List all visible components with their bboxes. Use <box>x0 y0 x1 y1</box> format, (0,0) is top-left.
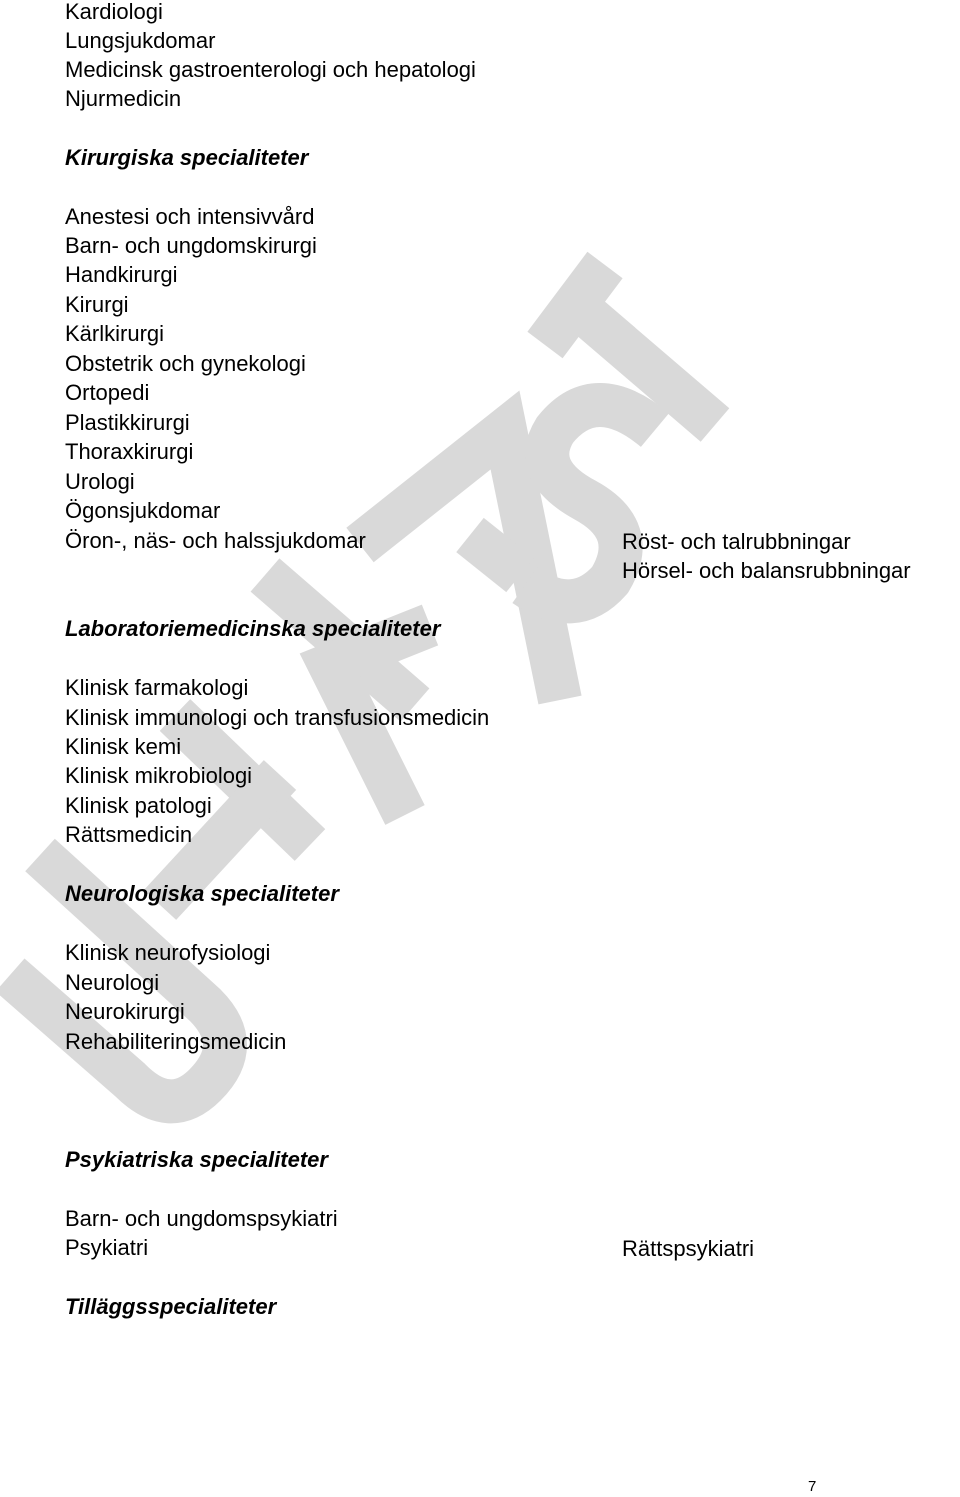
heading-surgical-specialties: Kirurgiska specialiteter <box>65 145 309 170</box>
subspecialty-item: Rättspsykiatri <box>622 1236 755 1261</box>
specialty-item: Neurologi <box>65 970 160 995</box>
specialty-item: Klinisk farmakologi <box>65 675 249 700</box>
specialty-item: Psykiatri <box>65 1235 149 1260</box>
specialty-gastroenterology: Medicinsk gastroenterologi och hepatologi <box>65 57 476 82</box>
specialty-item: Thoraxkirurgi <box>65 439 194 464</box>
heading-psychiatric-specialties: Psykiatriska specialiteter <box>65 1147 328 1172</box>
specialty-item: Rehabiliteringsmedicin <box>65 1029 287 1054</box>
specialty-item: Kirurgi <box>65 292 129 317</box>
heading-additional-specialties: Tilläggsspecialiteter <box>65 1294 277 1319</box>
specialty-item: Handkirurgi <box>65 262 178 287</box>
heading-laboratory-specialties: Laboratoriemedicinska specialiteter <box>65 616 441 641</box>
subspecialty-item: Röst- och talrubbningar <box>622 529 851 554</box>
specialty-item: Ögonsjukdomar <box>65 498 221 523</box>
specialty-item: Kärlkirurgi <box>65 321 165 346</box>
specialty-item: Plastikkirurgi <box>65 410 190 435</box>
specialty-item: Urologi <box>65 469 135 494</box>
specialty-nephrology: Njurmedicin <box>65 86 182 111</box>
specialty-item: Rättsmedicin <box>65 822 193 847</box>
specialty-item: Ortopedi <box>65 380 150 405</box>
specialty-item: Klinisk kemi <box>65 734 182 759</box>
specialty-item: Klinisk patologi <box>65 793 212 818</box>
specialty-item: Barn- och ungdomskirurgi <box>65 233 317 258</box>
specialty-item: Obstetrik och gynekologi <box>65 351 306 376</box>
specialty-item: Klinisk neurofysiologi <box>65 940 271 965</box>
specialty-item: Barn- och ungdomspsykiatri <box>65 1206 338 1231</box>
specialty-item: Öron-, näs- och halssjukdomar <box>65 528 366 553</box>
specialty-item: Klinisk immunologi och transfusionsmedicin <box>65 705 490 730</box>
subspecialty-item: Hörsel- och balansrubbningar <box>622 558 911 583</box>
specialty-cardiology: Kardiologi <box>65 0 163 24</box>
specialty-item: Anestesi och intensivvård <box>65 204 315 229</box>
specialty-item: Neurokirurgi <box>65 999 185 1024</box>
page-number: 7 <box>808 1478 817 1495</box>
heading-neurological-specialties: Neurologiska specialiteter <box>65 881 339 906</box>
specialty-item: Klinisk mikrobiologi <box>65 763 253 788</box>
specialty-pulmonary: Lungsjukdomar <box>65 28 216 53</box>
